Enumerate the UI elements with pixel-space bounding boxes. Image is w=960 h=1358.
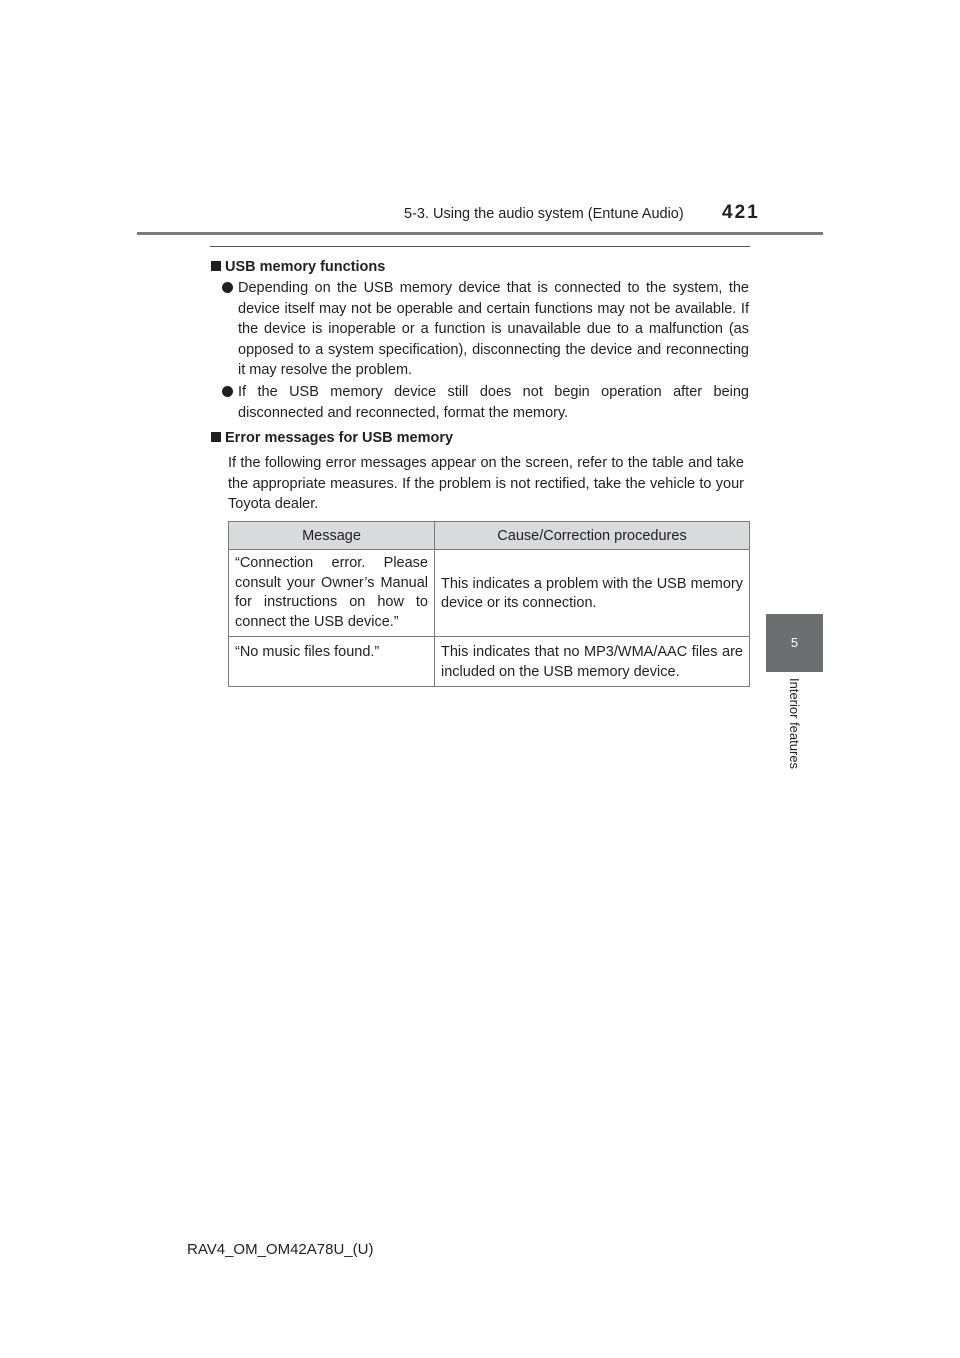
error-messages-table — [228, 521, 750, 687]
chapter-tab: 5 — [766, 614, 823, 672]
section-heading-error-messages — [211, 430, 453, 446]
table-row — [229, 637, 750, 687]
bullet-text: If the USB memory device still does not begin operation after being disconnected and reconnected, format the memory. — [238, 384, 749, 421]
bullet-text: Depending on the USB memory device that is connected to the system, the device itself may not be operable and certain functions may not be available. If the device is inoperable or a function is unavailable due to a malfunction (as opposed to a system specification), disconnecting the device and reconnecting it may resolve the problem. — [238, 280, 749, 378]
section-heading-text: Error messages for USB memory — [225, 430, 454, 446]
footer-document-code: RAV4_OM_OM42A78U_(U) — [187, 1241, 374, 1258]
table-cell-message: “No music files found.” — [229, 637, 435, 687]
table-row — [229, 550, 750, 637]
bullet-item — [221, 278, 749, 381]
table-cell-message: “Connection error. Please consult your Owner’s Manual for instructions on how to connect the USB device.” — [229, 550, 435, 637]
table-cell-cause: This indicates a problem with the USB memory device or its connection. — [435, 550, 750, 637]
chapter-title: Interior features — [787, 678, 802, 770]
table-cell-cause: This indicates that no MP3/WMA/AAC files are included on the USB memory device. — [435, 637, 750, 687]
error-messages-intro: If the following error messages appear on the screen, refer to the table and take the appropriate measures. If the problem is not rectified, take the vehicle to your Toyota dealer. — [228, 455, 744, 512]
round-bullet-icon — [222, 282, 233, 293]
page-number: 421 — [722, 202, 760, 223]
header-rule — [137, 232, 823, 235]
column-header-message: Message — [229, 522, 435, 550]
section-heading-text: USB memory functions — [225, 259, 386, 275]
column-header-cause: Cause/Correction procedures — [435, 522, 750, 550]
table-header-row — [229, 522, 750, 550]
square-bullet-icon — [211, 432, 221, 442]
round-bullet-icon — [222, 386, 233, 397]
bullet-item — [221, 382, 749, 423]
square-bullet-icon — [211, 261, 221, 271]
header-section-title: 5-3. Using the audio system (Entune Audio) — [404, 206, 684, 222]
section-heading-usb-functions — [211, 259, 385, 275]
content-rule — [210, 246, 750, 247]
